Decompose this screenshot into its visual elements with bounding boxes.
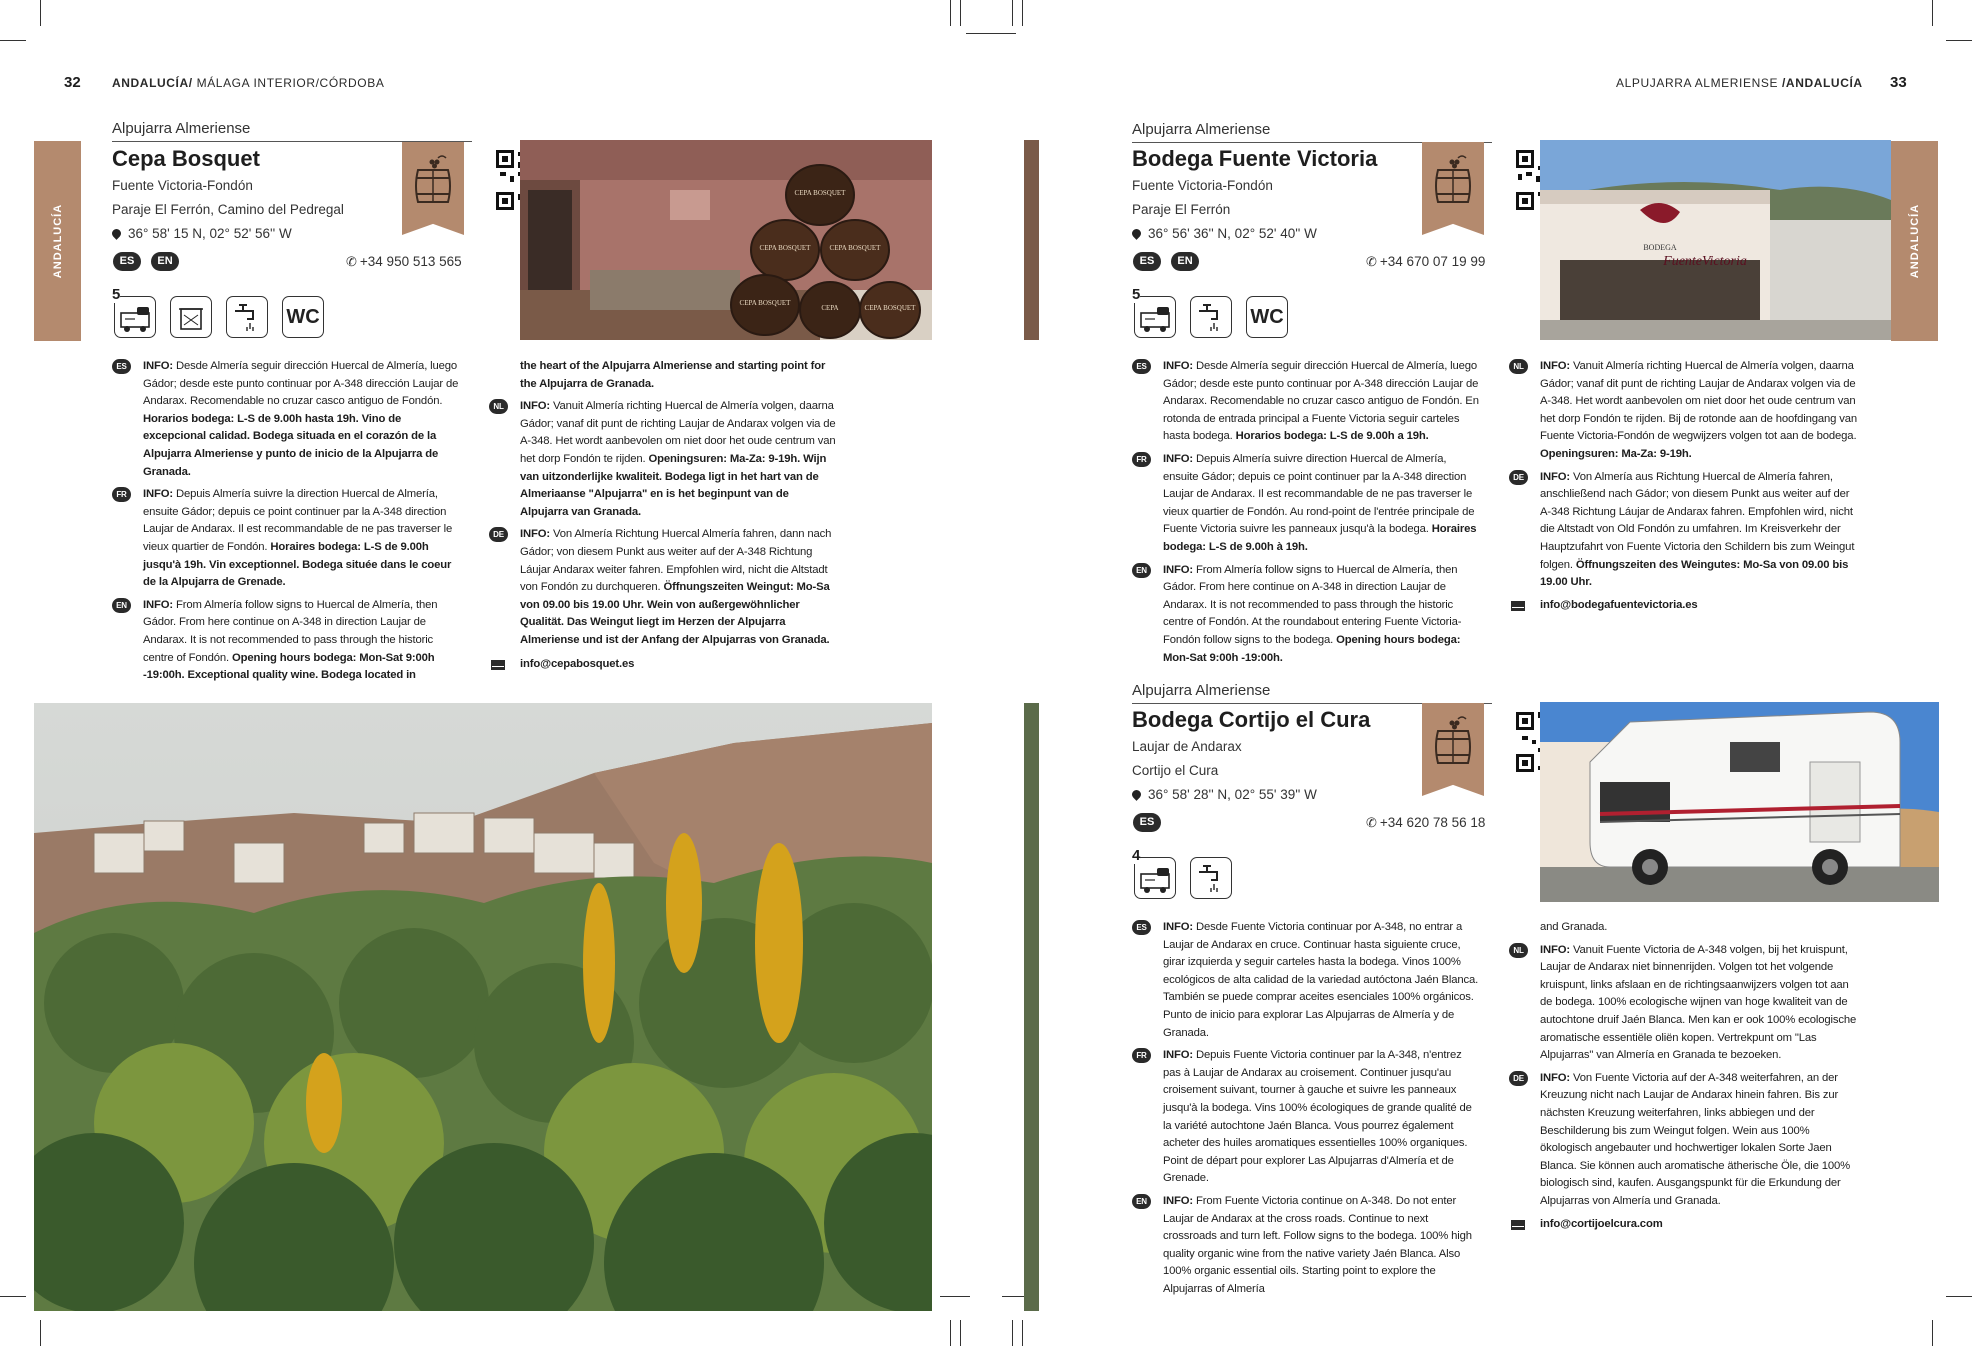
barrel-icon — [1422, 142, 1484, 222]
info-column — [1132, 919, 1480, 1303]
info-paragraph-nl: NL INFO: Vanuit Almería richting Huercal de Almería volgen, daarna Gádor; vanaf dit punt de richting Laujar de Andarax volgen via de A-348. Het wordt aanbevolen om niet door het oude centrum van het dorp Fondón te rijden. Bij de rotonde aan de hoofdingang van Fuente Victoria-Fondón de wegwijzers volgen tot aan de bodega. Openingsuren: Ma-Za: 9-19h. — [1509, 358, 1861, 464]
phone-icon: ✆ — [1366, 815, 1377, 830]
running-head-right: ALPUJARRA ALMERIENSE /ANDALUCÍA — [1616, 76, 1863, 90]
crop-mark — [1946, 1296, 1972, 1297]
winery-title: Cepa Bosquet — [112, 146, 260, 171]
winery-title: Bodega Cortijo el Cura — [1132, 707, 1371, 732]
village-house — [594, 843, 634, 878]
running-head-left: ANDALUCÍA/ MÁLAGA INTERIOR/CÓRDOBA — [112, 76, 385, 90]
barrel-badge — [402, 142, 464, 235]
envelope-icon — [1511, 601, 1525, 611]
village-house — [534, 833, 594, 873]
gutter-photo-strip — [1024, 703, 1039, 1311]
winery-address: Paraje El Ferrón — [1132, 202, 1231, 217]
info-paragraph-nl: NL INFO: Vanuit Fuente Victoria de A-348 volgen, bij het kruispunt, Laujar de Andarax niet binnenrijden. Volgen tot het volgende kruispunt, links afslaan en de richtingsaanwijzers volgen tot aan de bodega. 100% ecologische wijnen van hoge kwaliteit van de autochtone druif Jaén Blanca. Men kan er ook 100% ecologische aromatische essentiële oliën kopen. Vertrekpunt om "Las Alpujarras" van Almería en Granada te bezoeken. — [1509, 942, 1861, 1065]
winery-location: Fuente Victoria-Fondón — [1132, 178, 1273, 193]
info-paragraph-en: EN INFO: From Almería follow signs to Huercal de Almería, then Gádor. From here continue on A-348 in direction Laujar de Andarax. It is not recommended to pass through the historic centre of Fondón. Opening hours bodega: Mon-Sat 9:00h -19:00h. Exceptional quality wine. Bodega located in — [112, 597, 460, 685]
crop-mark — [950, 0, 951, 26]
email-link[interactable]: info@cortijoelcura.com — [1509, 1216, 1861, 1234]
info-column — [489, 358, 837, 673]
gutter-photo-strip — [1024, 140, 1039, 340]
crop-mark — [1022, 0, 1023, 26]
winery-coords: 36° 58' 28'' N, 02° 55' 39'' W — [1132, 787, 1317, 802]
envelope-icon — [1511, 1220, 1525, 1230]
info-paragraph-de: DE INFO: Von Almería Richtung Huercal Almería fahren, dann nach Gádor; von diesem Punkt aus weiter auf der A-348 Richtung Láujar Andarax weiter fahren. Empfohlen wird, nicht die Altstadt von Fondón zu durchqueren. Öffnungszeiten Weingut: Mo-Sa von 09.00 bis 19.00 Uhr. Wein von außergewöhnlicher Qualität. Das Weingut liegt im Herzen der Alpujarra Almeriense und ist der Anfang der Alpujarras von Granada. — [489, 526, 837, 649]
language-badge: ES — [113, 252, 141, 271]
sign-text: FuenteVictoria — [1663, 254, 1747, 269]
info-paragraph-en: EN INFO: From Almería follow signs to Huercal de Almería, then Gádor. From here continue on A-348 in direction Laujar de Andarax. It is not recommended to pass through the historic centre of Fondón. At the roundabout entering Fuente Victoria-Fondón follow signs to the bodega. Opening hours bodega: Mon-Sat 9:00h -19:00h. — [1132, 562, 1480, 668]
winery-location: Laujar de Andarax — [1132, 739, 1242, 754]
info-paragraph-fr: FR INFO: Depuis Almería suivre direction Huercal de Almería, ensuite Gádor; depuis ce point continuer par la A-348 direction Laujar de Andarax. Il est recommandable de ne pas traverser le vieux quartier de Fondón. Au rond-point de l'entrée principale de Fuente Victoria suivre les panneaux jusqu'à la bodega. Horaires bodega: L-S de 9.00h à 19h. — [1132, 451, 1480, 557]
crop-mark — [950, 1320, 951, 1346]
location-pin-icon — [110, 227, 123, 240]
barrel-label: CEPA BOSQUET — [759, 244, 811, 252]
info-paragraph-es: ES INFO: Desde Almería seguir dirección Huercal de Almería, luego Gádor; desde este punto continuar por A-348 dirección Laujar de Andarax. Recomendable no cruzar casco antiguo de Fondón. Horarios bodega: L-S de 9.00h hasta 19h. Vino de excepcional calidad. Bodega situada en el corazón de la Alpujarra Almeriense y punto de inicio de la Alpujarra de Granada. — [112, 358, 460, 481]
info-paragraph-nl: NL INFO: Vanuit Almería richting Huercal de Almería volgen, daarna Gádor; vanaf dit punt de richting Laujar de Andarax volgen via de A-348. Het wordt aanbevolen om niet door het oude centrum van het dorp Fondón te rijden. Openingsuren: Ma-Za: 9-19h. Wijn van uitzonderlijke kwaliteit. Bodega ligt in het hart van de Almeriaanse "Alpujarra" en is het beginpunt van de Alpujarra van Granada. — [489, 398, 837, 521]
info-column — [112, 358, 460, 690]
winery-photo-building — [1540, 140, 1891, 340]
winery-photo-motorhome — [1540, 702, 1939, 902]
crop-mark — [0, 1296, 26, 1297]
info-paragraph-es: ES INFO: Desde Almería seguir dirección Huercal de Almería, luego Gádor; desde este punto continuar por A-348 dirección Laujar de Andarax. Recomendable no cruzar casco antiguo de Fondón. En rotonda de entrada principal a Fuente Victoria seguir carteles hasta bodega. Horarios bodega: L-S de 9.00h a 19h. — [1132, 358, 1480, 446]
winery-coords: 36° 56' 36'' N, 02° 52' 40'' W — [1132, 226, 1317, 241]
village-house — [234, 843, 284, 883]
language-badge: EN — [151, 252, 179, 271]
waste-disposal-icon — [170, 296, 212, 338]
phone-number[interactable]: ✆ +34 620 78 56 18 — [1366, 815, 1486, 830]
barrel-label: CEPA BOSQUET — [864, 304, 916, 312]
water-tap-icon — [1190, 296, 1232, 338]
phone-number[interactable]: ✆ +34 950 513 565 — [346, 254, 462, 269]
phone-number[interactable]: ✆ +34 670 07 19 99 — [1366, 254, 1486, 269]
region-label: Alpujarra Almeriense — [1132, 682, 1271, 699]
phone-icon: ✆ — [346, 254, 357, 269]
motorhome-parking-icon: 5 — [1134, 296, 1176, 338]
motorhome-parking-icon: 5 — [114, 296, 156, 338]
language-badge: ES — [1133, 252, 1161, 271]
autumn-poplar — [306, 1053, 342, 1153]
winery-address: Cortijo el Cura — [1132, 763, 1219, 778]
info-paragraph-fr: FR INFO: Depuis Almería suivre la direction Huercal de Almería, ensuite Gádor; depuis ce point continuer par la A-348 direction Laujar de Andarax. Il est recommandable de ne pas traverser le vieux quartier de Fondón. Horaires bodega: L-S de 9.00h jusqu'à 19h. Vin exceptionnel. Bodega située dans le coeur de la Alpujarra de Grenade. — [112, 486, 460, 592]
autumn-poplar — [666, 833, 702, 973]
side-tab-left: ANDALUCÍA — [34, 141, 81, 341]
region-label: Alpujarra Almeriense — [112, 120, 251, 137]
barrel-label: CEPA BOSQUET — [739, 299, 791, 307]
crop-mark — [960, 1320, 961, 1346]
location-pin-icon — [1130, 788, 1143, 801]
barrel-label: CEPA BOSQUET — [829, 244, 881, 252]
crop-mark — [1012, 1320, 1013, 1346]
barrel-badge — [1422, 703, 1484, 796]
info-column — [1132, 358, 1480, 672]
info-paragraph-en-cont: the heart of the Alpujarra Almeriense and starting point for the Alpujarra de Granada. — [520, 360, 826, 390]
barrel-icon — [1422, 703, 1484, 783]
wc-icon: WC — [282, 296, 324, 338]
village-house — [414, 813, 474, 853]
barrel-badge — [1422, 142, 1484, 235]
water-tap-icon — [1190, 857, 1232, 899]
phone-icon: ✆ — [1366, 254, 1377, 269]
village-house — [364, 823, 404, 853]
crop-mark — [940, 1296, 970, 1297]
winery-location: Fuente Victoria-Fondón — [112, 178, 253, 193]
info-paragraph-fr: FR INFO: Depuis Fuente Victoria continuer par la A-348, n'entrez pas à Laujar de Andarax au croisement. Continuer jusqu'au croisement suivant, tourner à gauche et suivre les panneaux jusqu'à la bodega. Vins 100% écologiques de grande qualité de la variété autochtone Jaén Blanca. Vous pourrez également acheter des huiles aromatiques essentielles 100% organiques. Point de départ pour explorer Las Alpujarras d'Almería et de Grenade. — [1132, 1047, 1480, 1188]
autumn-poplar — [583, 883, 615, 1043]
region-label: Alpujarra Almeriense — [1132, 121, 1271, 138]
barrel-label: CEPA BOSQUET — [794, 189, 846, 197]
winery-address: Paraje El Ferrón, Camino del Pedregal — [112, 202, 344, 217]
winery-photo-barrels — [520, 140, 932, 340]
page-number-right: 33 — [1890, 74, 1907, 91]
crop-mark — [40, 0, 41, 26]
email-link[interactable]: info@cepabosquet.es — [489, 656, 837, 674]
crop-mark — [40, 1320, 41, 1346]
village-house — [144, 821, 184, 851]
envelope-icon — [491, 660, 505, 670]
crop-mark — [1932, 1320, 1933, 1346]
email-link[interactable]: info@bodegafuentevictoria.es — [1509, 597, 1861, 615]
crop-mark — [1012, 0, 1013, 26]
info-paragraph-es: ES INFO: Desde Fuente Victoria continuar por A-348, no entrar a Laujar de Andarax en cruce. Continuar hasta siguiente cruce, girar izquierda y seguir carteles hasta la bodega. Vinos 100% ecológicos de alta calidad de la variedad autóctona Jaén Blanca. También se puede comprar aceites esenciales 100% orgánicos. Punto de inicio para explorar Las Alpujarras de Almería y de Granada. — [1132, 919, 1480, 1042]
divider — [112, 141, 472, 142]
landscape-photo — [34, 703, 932, 1311]
wc-icon: WC — [1246, 296, 1288, 338]
info-column — [1509, 358, 1861, 614]
crop-mark — [966, 33, 1016, 34]
info-paragraph-en: EN INFO: From Fuente Victoria continue on A-348. Do not enter Laujar de Andarax at the cross roads. Continue to next crossroads and turn left. Follow signs to the bodega. 100% high quality organic wine from the native variety Jaén Blanca. Also 100% organic essential oils. Starting point to explore the Alpujarras of Almería — [1132, 1193, 1480, 1299]
sign-text: BODEGA — [1643, 243, 1677, 252]
crop-mark — [1932, 0, 1933, 26]
language-badge: ES — [1133, 813, 1161, 832]
barrel-icon — [402, 142, 464, 222]
autumn-poplar — [755, 843, 803, 1043]
info-paragraph-en-cont: and Granada. — [1540, 921, 1608, 933]
village-house — [94, 833, 144, 873]
winery-coords: 36° 58' 15 N, 02° 52' 56'' W — [112, 226, 292, 241]
crop-mark — [1022, 1320, 1023, 1346]
crop-mark — [1946, 40, 1972, 41]
location-pin-icon — [1130, 227, 1143, 240]
page-number-left: 32 — [64, 74, 81, 91]
info-column — [1509, 919, 1861, 1233]
info-paragraph-de: DE INFO: Von Almería aus Richtung Huercal de Almería fahren, anschließend nach Gádor; von diesem Punkt aus weiter auf der A-348 Richtung Láujar de Andarax fahren. Empfohlen wird, nicht die Altstadt von Old Fondón zu umfahren. Im Kreisverkehr der Hauptzufahrt von Fuente Victoria den Schildern bis zum Weingut folgen. Öffnungszeiten des Weingutes: Mo-Sa von 09.00 bis 19.00 Uhr. — [1509, 469, 1861, 592]
water-tap-icon — [226, 296, 268, 338]
language-badge: EN — [1171, 252, 1199, 271]
info-paragraph-de: DE INFO: Von Fuente Victoria auf der A-348 weiterfahren, an der Kreuzung nicht nach Laujar de Andarax hinein fahren. Bis zur nächsten Kreuzung weiterfahren, links abbiegen und der Beschilderung bis zum Weingut folgen. Wein aus 100% ökologisch angebauter und hochwertiger lokalen Sorte Jaen Blanca. Sie können auch aromatische ätherische Öle, die 100% biologisch sind, kaufen. Ausgangspunkt für die Erkundung der Alpujarras von Almería und Granada. — [1509, 1070, 1861, 1211]
crop-mark — [0, 40, 26, 41]
side-tab-right: ANDALUCÍA — [1891, 141, 1938, 341]
motorhome-parking-icon: 4 — [1134, 857, 1176, 899]
village-house — [484, 818, 534, 853]
crop-mark — [960, 0, 961, 26]
winery-title: Bodega Fuente Victoria — [1132, 146, 1378, 171]
barrel-label: CEPA — [821, 304, 839, 312]
